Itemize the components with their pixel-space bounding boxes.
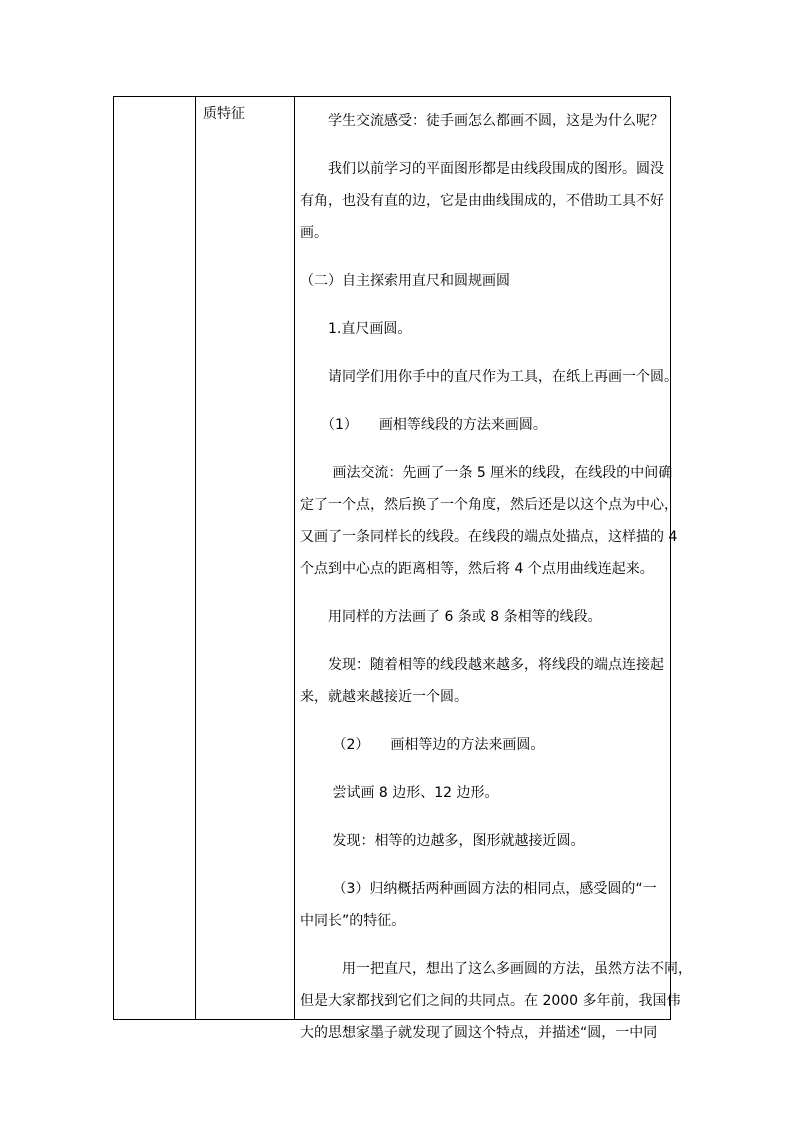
content-cell	[300, 105, 692, 1049]
paragraph	[300, 825, 668, 857]
paragraph	[300, 105, 668, 137]
text-line: 1.直尺画圆。	[300, 321, 412, 337]
paragraph	[300, 601, 668, 633]
paragraph	[300, 953, 692, 1049]
text-line: 请同学们用你手中的直尺作为工具，在纸上再画一个圆。	[300, 369, 678, 385]
text-line: （3）归纳概括两种画圆方法的相同点，感受圆的“一	[300, 881, 657, 897]
paragraph	[300, 649, 668, 713]
text-line: 尝试画 8 边形、12 边形。	[300, 785, 499, 801]
text-line: 定了一个点，然后换了一个角度，然后还是以这个点为中心，	[300, 497, 678, 513]
text-line: （二）自主探索用直尺和圆规画圆	[300, 273, 510, 289]
text-line: 画。	[300, 225, 328, 241]
text-line: 但是大家都找到它们之间的共同点。在 2000 多年前，我国伟	[300, 993, 681, 1009]
paragraph	[300, 409, 668, 441]
text-line: 画法交流：先画了一条 5 厘米的线段，在线段的中间确	[300, 465, 673, 481]
text-line: 来，就越来越接近一个圆。	[300, 689, 468, 705]
paragraph	[300, 153, 668, 249]
paragraph	[300, 457, 678, 585]
text-line: 学生交流感受：徒手画怎么都画不圆，这是为什么呢？	[300, 113, 664, 129]
column-divider-1	[195, 97, 196, 1019]
paragraph	[300, 777, 668, 809]
text-line: 发现：随着相等的线段越来越多，将线段的端点连接起	[300, 657, 664, 673]
text-line: 大的思想家墨子就发现了圆这个特点，并描述“圆，一中同	[300, 1025, 658, 1041]
column-divider-2	[294, 97, 295, 1019]
text-line: 用一把直尺，想出了这么多画圆的方法，虽然方法不同，	[300, 961, 692, 977]
text-line: （2） 画相等边的方法来画圆。	[300, 737, 545, 753]
paragraph	[300, 361, 678, 393]
paragraph	[300, 729, 668, 761]
topic-cell: 质特征	[203, 106, 245, 122]
paragraph	[300, 873, 668, 937]
paragraph	[300, 313, 668, 345]
text-line: 我们以前学习的平面图形都是由线段围成的图形。圆没	[300, 161, 664, 177]
text-line: 用同样的方法画了 6 条或 8 条相等的线段。	[300, 609, 602, 625]
text-line: 有角，也没有直的边，它是由曲线围成的，不借助工具不好	[300, 193, 664, 209]
section-heading	[300, 265, 668, 297]
text-line: 个点到中心点的距离相等，然后将 4 个点用曲线连起来。	[300, 561, 654, 577]
text-line: 发现：相等的边越多，图形就越接近圆。	[300, 833, 585, 849]
text-line: （1） 画相等线段的方法来画圆。	[300, 417, 547, 433]
text-line: 中同长”的特征。	[300, 913, 406, 929]
lesson-table	[113, 96, 692, 1041]
text-line: 又画了一条同样长的线段。在线段的端点处描点，这样描的 4	[300, 529, 678, 545]
